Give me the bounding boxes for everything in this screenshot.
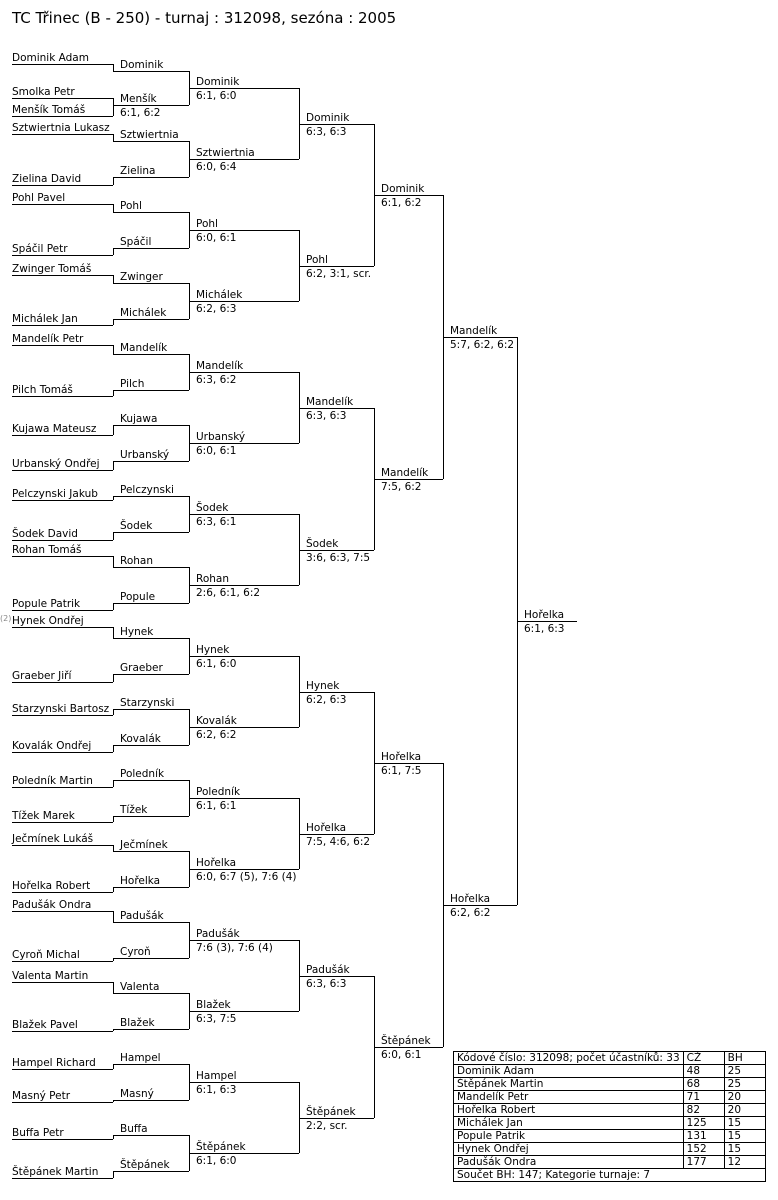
winner-name: Dominik	[381, 183, 425, 195]
match-line	[374, 1047, 443, 1048]
bracket-connector	[113, 603, 114, 610]
match-score: 7:6 (3), 7:6 (4)	[196, 942, 273, 954]
match-line	[113, 1029, 189, 1030]
player-name: Sztwiertnia Lukasz	[12, 122, 110, 134]
match-score: 6:1, 7:5	[381, 765, 422, 777]
winner-name: Pohl	[196, 218, 218, 230]
summary-player: Popule Patrik	[454, 1130, 684, 1143]
player-entry-line	[12, 185, 113, 186]
match-score: 6:3, 6:3	[306, 126, 347, 138]
player-entry-line	[12, 1102, 113, 1103]
match-line	[113, 567, 189, 568]
summary-row	[454, 1078, 766, 1091]
match-line	[113, 638, 189, 639]
match-line	[189, 1011, 299, 1012]
match-score: 6:0, 6:7 (5), 7:6 (4)	[196, 871, 297, 883]
winner-name: Cyroň	[120, 946, 151, 958]
summary-table	[453, 1051, 766, 1182]
match-score: 6:2, 6:3	[196, 303, 237, 315]
winner-name: Mandelík	[120, 342, 168, 354]
summary-row	[454, 1104, 766, 1117]
player-entry-line	[12, 470, 113, 471]
player-name: Starzynski Bartosz	[12, 703, 110, 715]
player-name: Šodek David	[12, 528, 78, 540]
player-entry-line	[12, 134, 113, 135]
winner-name: Hořelka	[524, 609, 565, 621]
bracket-connector	[113, 627, 114, 638]
summary-row	[454, 1065, 766, 1078]
winner-name: Mandelík	[450, 325, 498, 337]
player-entry-line	[12, 255, 113, 256]
winner-name: Poledník	[120, 768, 165, 780]
summary-bh: 20	[724, 1091, 765, 1104]
player-name: Rohan Tomáš	[12, 544, 82, 556]
winner-name: Zielina	[120, 165, 156, 177]
player-name: Buffa Petr	[12, 1127, 64, 1139]
winner-name: Kujawa	[120, 413, 158, 425]
match-line	[299, 408, 374, 409]
match-line	[113, 1064, 189, 1065]
match-line	[113, 105, 189, 106]
player-entry-line	[12, 845, 113, 846]
player-entry-line	[12, 500, 113, 501]
summary-bh: 25	[724, 1065, 765, 1078]
match-line	[189, 798, 299, 799]
match-score: 2:2, scr.	[306, 1120, 348, 1132]
match-line	[113, 354, 189, 355]
player-name: Poledník Martin	[12, 775, 93, 787]
match-line	[113, 816, 189, 817]
match-line	[299, 692, 374, 693]
winner-name: Pelczynski	[120, 484, 174, 496]
match-score: 6:2, 3:1, scr.	[306, 268, 372, 280]
page-title: TC Třinec (B - 250) - turnaj : 312098, sezóna : 2005	[12, 9, 397, 27]
winner-name: Dominik	[306, 112, 350, 124]
player-entry-line	[12, 98, 113, 99]
match-line	[113, 390, 189, 391]
player-entry-line	[12, 540, 113, 541]
player-entry-line	[12, 682, 113, 683]
bracket-connector	[113, 461, 114, 470]
bracket-connector	[113, 556, 114, 567]
match-line	[189, 443, 299, 444]
match-score: 6:1, 6:2	[381, 197, 422, 209]
player-entry-line	[12, 1069, 113, 1070]
winner-name: Šodek	[196, 502, 229, 514]
summary-header-bh: BH	[724, 1052, 765, 1065]
match-line	[299, 976, 374, 977]
summary-bh: 12	[724, 1156, 765, 1169]
player-entry-line	[12, 911, 113, 912]
summary-cz: 125	[683, 1117, 724, 1130]
summary-footer-row	[454, 1169, 766, 1182]
winner-name: Valenta	[120, 981, 160, 993]
winner-name: Štěpánek	[306, 1106, 356, 1118]
player-name: Kovalák Ondřej	[12, 740, 92, 752]
player-entry-line	[12, 556, 113, 557]
match-line	[113, 532, 189, 533]
player-name: Hynek Ondřej	[12, 615, 84, 627]
winner-name: Dominik	[120, 59, 164, 71]
winner-name: Michálek	[120, 307, 167, 319]
winner-name: Štěpánek	[381, 1035, 431, 1047]
player-name: Pelczynski Jakub	[12, 488, 98, 500]
match-line	[189, 1082, 299, 1083]
match-line	[189, 656, 299, 657]
winner-name: Hynek	[196, 644, 230, 656]
match-line	[299, 1118, 374, 1119]
player-name: Zwinger Tomáš	[12, 263, 92, 275]
match-score: 5:7, 6:2, 6:2	[450, 339, 515, 351]
match-line	[113, 603, 189, 604]
player-entry-line	[12, 325, 113, 326]
match-score: 6:3, 6:3	[306, 410, 347, 422]
match-line	[299, 124, 374, 125]
summary-cz: 152	[683, 1143, 724, 1156]
match-line	[113, 248, 189, 249]
match-line	[113, 496, 189, 497]
bracket-connector	[113, 204, 114, 212]
winner-name: Urbanský	[120, 449, 170, 461]
summary-player: Hořelka Robert	[454, 1104, 684, 1117]
winner-name: Menšík	[120, 93, 157, 105]
winner-name: Graeber	[120, 662, 163, 674]
summary-footer: Součet BH: 147; Kategorie turnaje: 7	[454, 1169, 766, 1182]
player-entry-line	[12, 822, 113, 823]
summary-bh: 15	[724, 1143, 765, 1156]
bracket-connector	[113, 177, 114, 185]
player-name: Cyroň Michal	[12, 949, 80, 961]
summary-header-code: Kódové číslo: 312098; počet účastníků: 33	[454, 1052, 684, 1065]
match-line	[189, 88, 299, 89]
match-score: 6:3, 6:3	[306, 978, 347, 990]
match-line	[113, 141, 189, 142]
match-score: 6:1, 6:0	[196, 90, 237, 102]
winner-name: Kovalák	[120, 733, 161, 745]
match-line	[374, 195, 443, 196]
match-line	[443, 905, 517, 906]
winner-name: Hořelka	[450, 893, 491, 905]
player-name: Spáčil Petr	[12, 243, 68, 255]
match-line	[517, 621, 577, 622]
winner-name: Zwinger	[120, 271, 163, 283]
match-score: 6:2, 6:3	[306, 694, 347, 706]
player-name: Hořelka Robert	[12, 880, 91, 892]
winner-name: Sztwiertnia	[196, 147, 255, 159]
side-mark: (2)	[0, 614, 12, 623]
winner-name: Starzynski	[120, 697, 175, 709]
player-name: Valenta Martin	[12, 970, 89, 982]
match-score: 6:2, 6:2	[450, 907, 491, 919]
player-name: Pohl Pavel	[12, 192, 66, 204]
bracket-connector	[113, 64, 114, 71]
player-name: Menšík Tomáš	[12, 104, 86, 116]
bracket-connector	[113, 1171, 114, 1178]
match-line	[113, 212, 189, 213]
winner-name: Rohan	[196, 573, 229, 585]
match-line	[113, 887, 189, 888]
match-score: 6:0, 6:1	[196, 445, 237, 457]
winner-name: Poledník	[196, 786, 241, 798]
player-name: Hampel Richard	[12, 1057, 96, 1069]
summary-cz: 82	[683, 1104, 724, 1117]
summary-player: Štěpánek Martin	[454, 1078, 684, 1091]
match-line	[299, 266, 374, 267]
player-entry-line	[12, 345, 113, 346]
summary-row	[454, 1156, 766, 1169]
player-name: Graeber Jiří	[12, 670, 72, 682]
summary-cz: 48	[683, 1065, 724, 1078]
match-score: 6:0, 6:1	[381, 1049, 422, 1061]
winner-name: Šodek	[306, 538, 339, 550]
summary-header-row	[454, 1052, 766, 1065]
match-line	[113, 922, 189, 923]
match-line	[443, 337, 517, 338]
player-entry-line	[12, 752, 113, 753]
winner-name: Tížek	[120, 804, 148, 816]
summary-cz: 71	[683, 1091, 724, 1104]
match-score: 6:1, 6:3	[524, 623, 565, 635]
winner-name: Kovalák	[196, 715, 237, 727]
match-line	[113, 283, 189, 284]
player-name: Michálek Jan	[12, 313, 78, 325]
winner-name: Hořelka	[306, 822, 347, 834]
match-line	[113, 1135, 189, 1136]
bracket-connector	[113, 98, 114, 116]
winner-name: Padušák	[306, 964, 350, 976]
summary-cz: 68	[683, 1078, 724, 1091]
player-entry-line	[12, 715, 113, 716]
player-entry-line	[12, 1139, 113, 1140]
summary-player: Mandelík Petr	[454, 1091, 684, 1104]
player-name: Ječmínek Lukáš	[12, 833, 94, 845]
match-line	[113, 425, 189, 426]
match-line	[189, 1153, 299, 1154]
match-line	[299, 550, 374, 551]
player-entry-line	[12, 1178, 113, 1179]
winner-name: Hampel	[196, 1070, 237, 1082]
winner-name: Hořelka	[120, 875, 161, 887]
summary-row	[454, 1117, 766, 1130]
match-line	[113, 993, 189, 994]
player-entry-line	[12, 787, 113, 788]
winner-name: Štěpánek	[120, 1159, 170, 1171]
match-score: 3:6, 6:3, 7:5	[306, 552, 371, 564]
winner-name: Sztwiertnia	[120, 129, 179, 141]
match-line	[189, 230, 299, 231]
match-score: 6:1, 6:2	[120, 107, 161, 119]
match-line	[113, 745, 189, 746]
winner-name: Štěpánek	[196, 1141, 246, 1153]
winner-name: Ječmínek	[120, 839, 168, 851]
bracket-connector	[113, 275, 114, 283]
winner-name: Šodek	[120, 520, 153, 532]
player-entry-line	[12, 892, 113, 893]
match-line	[113, 71, 189, 72]
winner-name: Hynek	[120, 626, 154, 638]
match-line	[189, 514, 299, 515]
match-line	[299, 834, 374, 835]
player-entry-line	[12, 610, 113, 611]
match-score: 6:0, 6:4	[196, 161, 237, 173]
winner-name: Masný	[120, 1088, 154, 1100]
bracket-connector	[113, 248, 114, 255]
match-line	[113, 1100, 189, 1101]
bracket-connector	[113, 425, 114, 435]
match-score: 7:5, 4:6, 6:2	[306, 836, 371, 848]
player-name: Pilch Tomáš	[12, 384, 73, 396]
summary-player: Hynek Ondřej	[454, 1143, 684, 1156]
match-score: 6:0, 6:1	[196, 232, 237, 244]
winner-name: Hynek	[306, 680, 340, 692]
player-entry-line	[12, 275, 113, 276]
winner-name: Padušák	[120, 910, 164, 922]
player-name: Blažek Pavel	[12, 1019, 78, 1031]
match-line	[189, 301, 299, 302]
match-line	[189, 869, 299, 870]
match-score: 6:3, 6:1	[196, 516, 237, 528]
player-name: Štěpánek Martin	[12, 1166, 99, 1178]
summary-row	[454, 1143, 766, 1156]
winner-name: Michálek	[196, 289, 243, 301]
winner-name: Pohl	[120, 200, 142, 212]
match-score: 7:5, 6:2	[381, 481, 422, 493]
winner-name: Blažek	[196, 999, 231, 1011]
match-line	[113, 177, 189, 178]
match-score: 6:1, 6:0	[196, 1155, 237, 1167]
player-name: Mandelík Petr	[12, 333, 84, 345]
match-line	[113, 461, 189, 462]
player-entry-line	[12, 982, 113, 983]
player-entry-line	[12, 116, 113, 117]
winner-name: Mandelík	[196, 360, 244, 372]
player-name: Padušák Ondra	[12, 899, 92, 911]
bracket-connector	[113, 532, 114, 540]
summary-cz: 177	[683, 1156, 724, 1169]
bracket-connector	[113, 911, 114, 922]
match-score: 6:1, 6:1	[196, 800, 237, 812]
match-line	[113, 780, 189, 781]
winner-name: Mandelík	[306, 396, 354, 408]
player-name: Zielina David	[12, 173, 82, 185]
player-entry-line	[12, 64, 113, 65]
match-score: 6:1, 6:0	[196, 658, 237, 670]
match-score: 6:3, 6:2	[196, 374, 237, 386]
bracket-connector	[113, 134, 114, 141]
bracket-connector	[113, 745, 114, 752]
winner-name: Hořelka	[381, 751, 422, 763]
player-name: Smolka Petr	[12, 86, 75, 98]
summary-bh: 25	[724, 1078, 765, 1091]
player-name: Kujawa Mateusz	[12, 423, 97, 435]
summary-bh: 20	[724, 1104, 765, 1117]
player-name: Urbanský Ondřej	[12, 458, 100, 470]
match-line	[189, 159, 299, 160]
winner-name: Popule	[120, 591, 156, 603]
winner-name: Pilch	[120, 378, 145, 390]
match-line	[113, 674, 189, 675]
match-line	[374, 479, 443, 480]
summary-player: Dominik Adam	[454, 1065, 684, 1078]
player-entry-line	[12, 961, 113, 962]
summary-player: Michálek Jan	[454, 1117, 684, 1130]
winner-name: Urbanský	[196, 431, 246, 443]
winner-name: Hořelka	[196, 857, 237, 869]
bracket-connector	[113, 345, 114, 354]
winner-name: Hampel	[120, 1052, 161, 1064]
winner-name: Buffa	[120, 1123, 148, 1135]
player-name: Popule Patrik	[12, 598, 81, 610]
match-line	[113, 709, 189, 710]
winner-name: Pohl	[306, 254, 328, 266]
summary-row	[454, 1130, 766, 1143]
match-line	[113, 851, 189, 852]
match-score: 2:6, 6:1, 6:2	[196, 587, 261, 599]
summary-cz: 131	[683, 1130, 724, 1143]
match-line	[189, 940, 299, 941]
match-score: 6:2, 6:2	[196, 729, 237, 741]
bracket-connector	[113, 674, 114, 682]
player-entry-line	[12, 1031, 113, 1032]
bracket-connector	[113, 780, 114, 787]
winner-name: Blažek	[120, 1017, 155, 1029]
winner-name: Mandelík	[381, 467, 429, 479]
player-entry-line	[12, 627, 113, 628]
winner-name: Rohan	[120, 555, 153, 567]
match-score: 6:3, 7:5	[196, 1013, 237, 1025]
player-name: Tížek Marek	[12, 810, 75, 822]
match-line	[113, 319, 189, 320]
summary-bh: 15	[724, 1130, 765, 1143]
match-line	[189, 727, 299, 728]
player-entry-line	[12, 204, 113, 205]
match-line	[113, 958, 189, 959]
winner-name: Dominik	[196, 76, 240, 88]
player-entry-line	[12, 435, 113, 436]
match-line	[189, 585, 299, 586]
winner-name: Spáčil	[120, 236, 152, 248]
bracket-connector	[113, 982, 114, 993]
summary-bh: 15	[724, 1117, 765, 1130]
match-score: 6:1, 6:3	[196, 1084, 237, 1096]
player-name: Dominik Adam	[12, 52, 89, 64]
player-name: Masný Petr	[12, 1090, 71, 1102]
summary-player: Padušák Ondra	[454, 1156, 684, 1169]
match-line	[189, 372, 299, 373]
player-entry-line	[12, 396, 113, 397]
match-line	[113, 1171, 189, 1172]
winner-name: Padušák	[196, 928, 240, 940]
summary-header-cz: CŽ	[683, 1052, 724, 1065]
match-line	[374, 763, 443, 764]
summary-row	[454, 1091, 766, 1104]
